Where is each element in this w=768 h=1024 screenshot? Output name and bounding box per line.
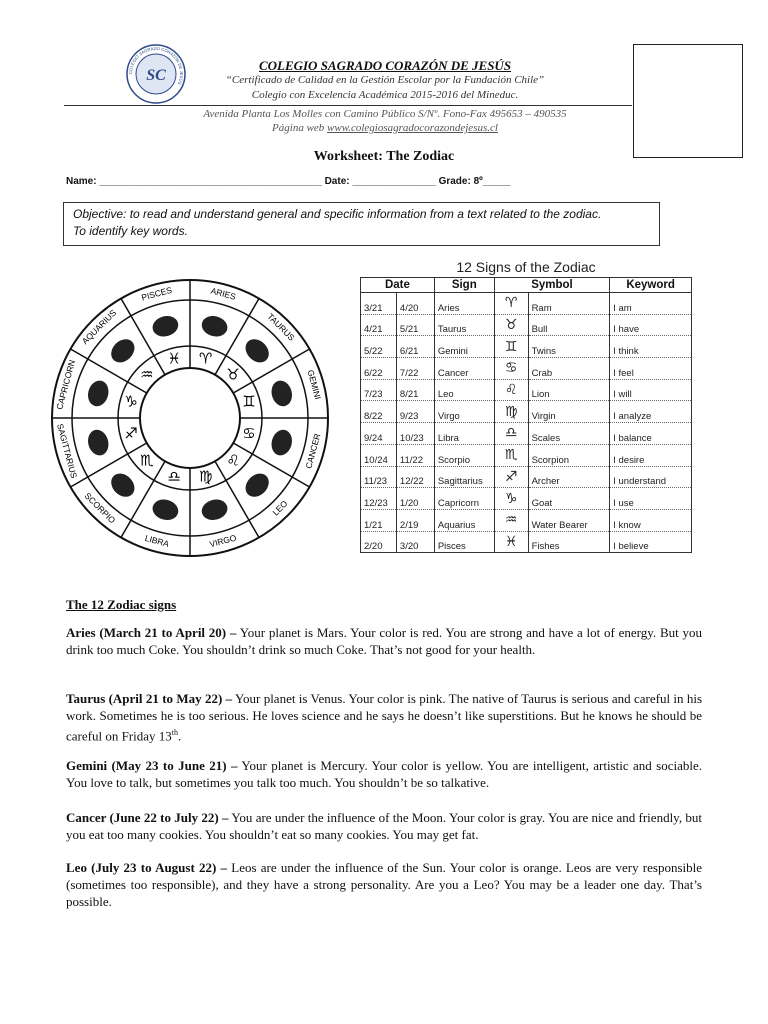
zodiac-figure-icon [107, 335, 140, 368]
header-keyword: Keyword [610, 278, 692, 293]
wheel-symbol: ♍ [199, 467, 213, 486]
date-from: 2/20 [361, 531, 397, 553]
website-label: Página web [272, 122, 328, 134]
sign-symbol: Water Bearer [528, 509, 610, 531]
sign-symbol: Scales [528, 423, 610, 445]
wheel-label: PISCES [140, 284, 174, 303]
leo-text: Leos are under the influence of the Sun. Your color is orange. Leos are very responsible (sometimes too responsible), and they have a strong personality. Are you a Leo? You may be a leader one day. That’s possible. [66, 860, 702, 909]
logo-monogram: SC [146, 67, 166, 84]
sign-keyword: I use [610, 488, 692, 510]
date-to: 12/22 [396, 466, 434, 488]
zodiac-figure-icon [199, 497, 229, 523]
sign-name: Sagittarius [434, 466, 494, 488]
photo-box [633, 44, 743, 158]
date-to: 7/22 [396, 358, 434, 380]
sign-symbol: Crab [528, 358, 610, 380]
sign-glyph: ♉ [494, 314, 528, 336]
zodiac-figure-icon [241, 335, 274, 368]
sign-name: Libra [434, 423, 494, 445]
sign-glyph: ♍ [494, 401, 528, 423]
header-symbol: Symbol [494, 278, 609, 293]
date-from: 3/21 [361, 293, 397, 315]
worksheet-title: Worksheet: The Zodiac [313, 149, 455, 164]
zodiac-figure-icon [150, 497, 180, 523]
zodiac-figure-icon [269, 427, 295, 457]
wheel-symbol: ♐ [124, 424, 138, 443]
date-from: 1/21 [361, 509, 397, 531]
sign-keyword: I balance [610, 423, 692, 445]
wheel-symbol: ♏ [140, 451, 154, 470]
table-header-row [361, 278, 692, 293]
cancer-lead: Cancer (June 22 to July 22) – [66, 810, 229, 825]
wheel-symbol: ♌ [226, 451, 240, 470]
sign-keyword: I have [610, 314, 692, 336]
taurus-end: . [178, 728, 182, 744]
sign-keyword: I desire [610, 444, 692, 466]
table-row [361, 314, 692, 336]
sign-symbol: Goat [528, 488, 610, 510]
sign-keyword: I will [610, 379, 692, 401]
date-from: 9/24 [361, 423, 397, 445]
sign-symbol: Twins [528, 336, 610, 358]
sign-name: Aries [434, 293, 494, 315]
wheel-label: CANCER [303, 432, 323, 470]
date-to: 10/23 [396, 423, 434, 445]
taurus-lead: Taurus (April 21 to May 22) – [66, 691, 233, 706]
date-to: 4/20 [396, 293, 434, 315]
website-link[interactable]: www.colegiosagradocorazondejesus.cl [327, 122, 498, 134]
wheel-label: SCORPIO [82, 490, 118, 526]
wheel-label: VIRGO [208, 532, 238, 550]
sign-name: Leo [434, 379, 494, 401]
header-date: Date [361, 278, 435, 293]
objective-box [63, 202, 660, 246]
table-row [361, 509, 692, 531]
gemini-text: Your planet is Mercury. Your color is yellow. You are intelligent, artistic and sociable. You love to talk, but sometimes you talk too much. You shouldn’t be so talkative. [66, 758, 703, 790]
sign-glyph: ♐ [494, 466, 528, 488]
table-row [361, 379, 692, 401]
student-fields-line: Name: ________________________________________ Date: _______________ Grade: 8º_____ [66, 176, 511, 187]
paragraph-aries [66, 624, 702, 658]
sign-glyph: ♒ [494, 509, 528, 531]
sign-name: Virgo [434, 401, 494, 423]
sign-glyph: ♑ [494, 488, 528, 510]
section-heading: The 12 Zodiac signs [66, 597, 177, 612]
zodiac-figure-icon [85, 427, 111, 457]
table-row [361, 293, 692, 315]
date-to: 11/22 [396, 444, 434, 466]
school-certification: “Certificado de Calidad en la Gestión Escolar por la Fundación Chile” [225, 74, 545, 86]
wheel-label: TAURUS [265, 311, 297, 343]
logo-ring-text: COLEGIO SAGRADO CORAZÓN DE JESÚS [127, 45, 185, 86]
zodiac-figure-icon [269, 378, 295, 408]
date-from: 7/23 [361, 379, 397, 401]
wheel-symbol: ♉ [226, 365, 240, 384]
wheel-label: LEO [270, 498, 290, 518]
sign-glyph: ♌ [494, 379, 528, 401]
date-to: 1/20 [396, 488, 434, 510]
wheel-symbol: ♎ [167, 467, 181, 486]
cancer-text: You are under the influence of the Moon. Your color is gray. You are nice and friendly, but you eat too many cookies. You shouldn’t eat so many cookies. You may get fat. [66, 810, 702, 842]
sign-glyph: ♋ [494, 358, 528, 380]
objective-line-2: To identify key words. [73, 224, 188, 238]
zodiac-figure-icon [199, 313, 229, 339]
sign-keyword: I know [610, 509, 692, 531]
wheel-label: CAPRICORN [54, 358, 78, 411]
zodiac-figure-icon [150, 313, 180, 339]
school-logo [126, 44, 186, 104]
sign-keyword: I understand [610, 466, 692, 488]
aries-lead: Aries (March 21 to April 20) – [66, 625, 237, 640]
sign-glyph: ♈ [494, 293, 528, 315]
wheel-symbol: ♋ [242, 424, 256, 443]
gemini-lead: Gemini (May 23 to June 21) – [66, 758, 238, 773]
sign-name: Capricorn [434, 488, 494, 510]
paragraph-gemini [66, 757, 702, 791]
wheel-label: ARIES [209, 285, 237, 302]
table-row [361, 531, 692, 553]
date-from: 5/22 [361, 336, 397, 358]
sign-glyph: ♏ [494, 444, 528, 466]
sign-symbol: Archer [528, 466, 610, 488]
date-to: 9/23 [396, 401, 434, 423]
leo-lead: Leo (July 23 to August 22) – [66, 860, 228, 875]
zodiac-wheel [45, 278, 335, 558]
sign-keyword: I analyze [610, 401, 692, 423]
sign-symbol: Fishes [528, 531, 610, 553]
date-from: 4/21 [361, 314, 397, 336]
sign-symbol: Bull [528, 314, 610, 336]
date-to: 8/21 [396, 379, 434, 401]
header-sign: Sign [434, 278, 494, 293]
wheel-label: LIBRA [143, 532, 171, 549]
sign-glyph: ♎ [494, 423, 528, 445]
sign-keyword: I believe [610, 531, 692, 553]
table-row [361, 358, 692, 380]
sign-glyph: ♊ [494, 336, 528, 358]
wheel-label: AQUARIUS [79, 307, 119, 347]
sign-symbol: Lion [528, 379, 610, 401]
date-to: 6/21 [396, 336, 434, 358]
table-title: 12 Signs of the Zodiac [456, 259, 596, 275]
sign-name: Scorpio [434, 444, 494, 466]
wheel-symbol: ♒ [140, 365, 154, 384]
taurus-text: Your planet is Venus. Your color is pink. The native of Taurus is serious and careful in his work. Sometimes he is too serious. He loves science and he says he doesn’t like superstitions. But he knows he should be careful on Friday 13 [66, 691, 702, 744]
sign-symbol: Virgin [528, 401, 610, 423]
sign-keyword: I think [610, 336, 692, 358]
table-row [361, 423, 692, 445]
zodiac-figure-icon [85, 378, 111, 408]
date-from: 10/24 [361, 444, 397, 466]
date-from: 11/23 [361, 466, 397, 488]
sign-name: Pisces [434, 531, 494, 553]
taurus-sup: th [171, 728, 179, 737]
table-row [361, 444, 692, 466]
date-to: 2/19 [396, 509, 434, 531]
objective-line-1: Objective: to read and understand general and specific information from a text related to the zodiac. [73, 207, 602, 221]
sign-symbol: Ram [528, 293, 610, 315]
paragraph-cancer [66, 809, 702, 843]
wheel-symbol: ♈ [199, 349, 213, 368]
sign-name: Taurus [434, 314, 494, 336]
zodiac-table [360, 277, 692, 553]
zodiac-figure-icon [241, 469, 274, 502]
table-row [361, 466, 692, 488]
sign-glyph: ♓ [494, 531, 528, 553]
sign-name: Aquarius [434, 509, 494, 531]
wheel-symbol: ♊ [242, 392, 256, 411]
zodiac-figure-icon [107, 469, 140, 502]
sign-symbol: Scorpion [528, 444, 610, 466]
school-name: COLEGIO SAGRADO CORAZÓN DE JESÚS [258, 58, 512, 73]
paragraph-taurus [66, 690, 702, 744]
wheel-label: SAGITTARIUS [55, 422, 80, 480]
date-from: 6/22 [361, 358, 397, 380]
aries-text: Your planet is Mars. Your color is red. You are strong and have a lot of energy. But you drink too much Coke. You shouldn’t drink so much Coke. That’s not good for your health. [66, 625, 702, 657]
date-from: 12/23 [361, 488, 397, 510]
sign-keyword: I am [610, 293, 692, 315]
paragraph-leo [66, 859, 702, 910]
sign-keyword: I feel [610, 358, 692, 380]
date-to: 5/21 [396, 314, 434, 336]
date-from: 8/22 [361, 401, 397, 423]
wheel-symbol: ♑ [124, 392, 138, 411]
sign-name: Gemini [434, 336, 494, 358]
table-row [361, 336, 692, 358]
date-to: 3/20 [396, 531, 434, 553]
header-divider [64, 105, 632, 106]
wheel-label: GEMINI [305, 368, 324, 401]
school-website [130, 122, 640, 134]
wheel-symbol: ♓ [167, 349, 181, 368]
table-row [361, 488, 692, 510]
school-address: Avenida Planta Los Molles con Camino Público S/Nº. Fono-Fax 495653 – 490535 [203, 108, 567, 120]
table-row [361, 401, 692, 423]
school-excellence: Colegio con Excelencia Académica 2015-2016 del Mineduc. [251, 89, 519, 101]
sign-name: Cancer [434, 358, 494, 380]
